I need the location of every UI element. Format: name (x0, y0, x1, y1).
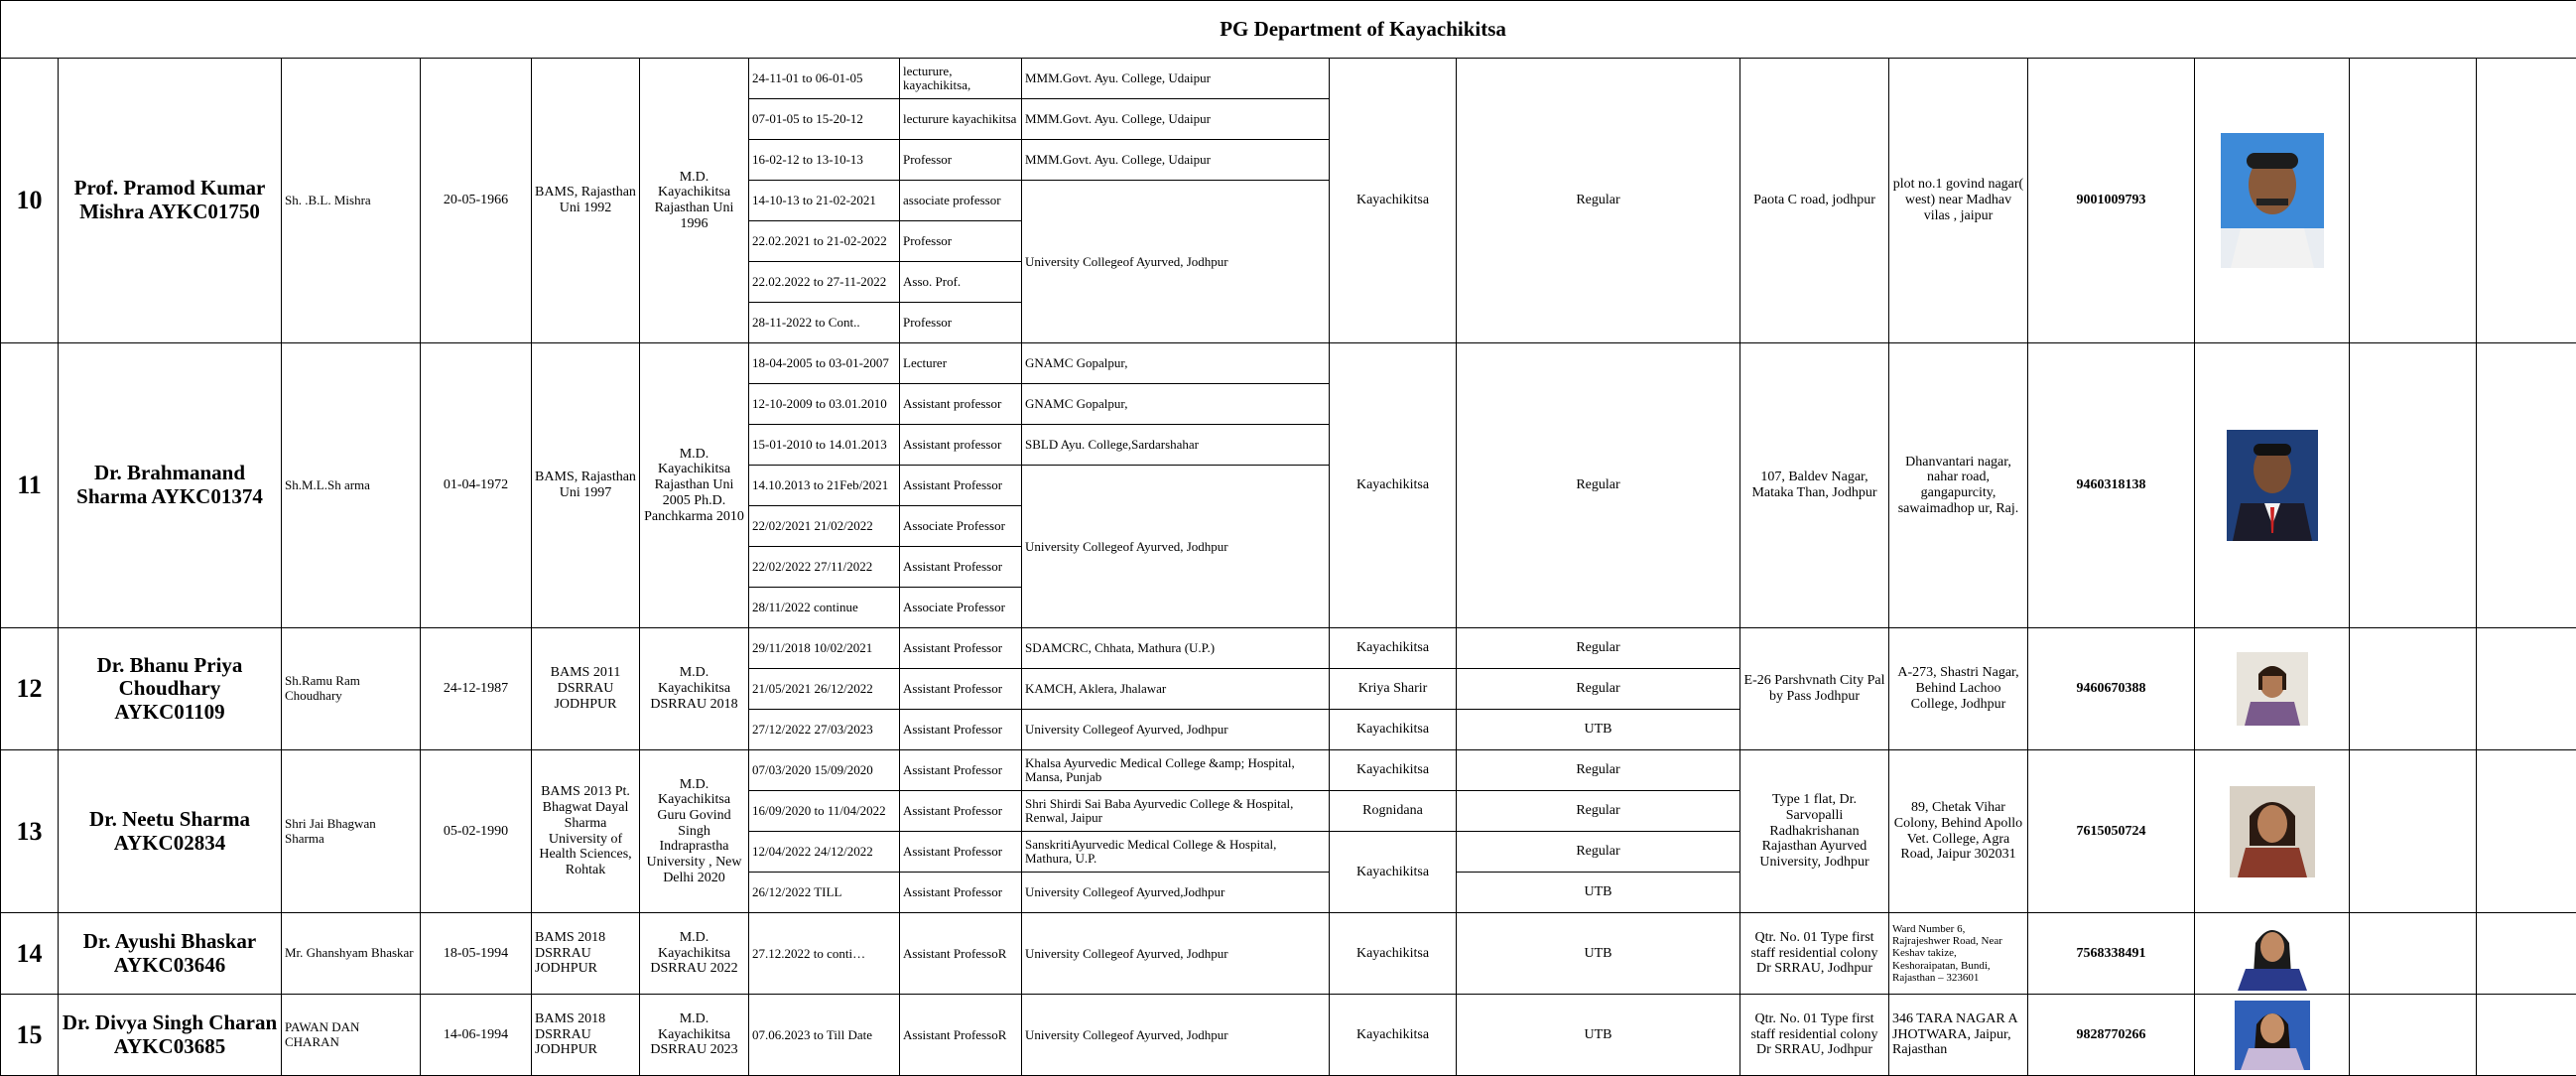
exp-institute: Shri Shirdi Sai Baba Ayurvedic College & Hospital, Renwal, Jaipur (1022, 791, 1330, 832)
exp-period: 22.02.2022 to 27-11-2022 (749, 262, 900, 303)
permanent-address: 346 TARA NAGAR A JHOTWARA, Jaipur, Rajasthan (1889, 995, 2028, 1076)
date-of-birth: 14-06-1994 (421, 995, 532, 1076)
mobile-number: 9460670388 (2028, 628, 2195, 750)
person-photo-icon (2221, 133, 2324, 268)
exp-institute: GNAMC Gopalpur, (1022, 343, 1330, 384)
local-address: E-26 Parshvnath City Pal by Pass Jodhpur (1740, 628, 1889, 750)
blank-cell (2477, 59, 2576, 343)
exp-institute: MMM.Govt. Ayu. College, Udaipur (1022, 140, 1330, 181)
mobile-number: 7568338491 (2028, 913, 2195, 995)
exp-designation: Assistant professor (900, 425, 1022, 466)
serial-number: 12 (1, 628, 59, 750)
exp-institute: University Collegeof Ayurved, Jodhpur (1022, 710, 1330, 750)
exp-institute: Khalsa Ayurvedic Medical College &amp; Hospital, Mansa, Punjab (1022, 750, 1330, 791)
faculty-photo (2195, 628, 2350, 750)
date-of-birth: 05-02-1990 (421, 750, 532, 913)
person-photo-icon (2232, 917, 2313, 991)
faculty-name: Dr. Bhanu Priya Choudhary AYKC01109 (59, 628, 282, 750)
faculty-name: Dr. Brahmanand Sharma AYKC01374 (59, 343, 282, 628)
local-address: Qtr. No. 01 Type first staff residential colony Dr SRRAU, Jodhpur (1740, 995, 1889, 1076)
exp-designation: Asso. Prof. (900, 262, 1022, 303)
local-address: Paota C road, jodhpur (1740, 59, 1889, 343)
exp-period: 07-01-05 to 15-20-12 (749, 99, 900, 140)
father-name: PAWAN DAN CHARAN (282, 995, 421, 1076)
ug-qualification: BAMS, Rajasthan Uni 1997 (532, 343, 640, 628)
permanent-address: Ward Number 6, Rajrajeshwer Road, Near Keshav takize, Keshoraipatan, Bundi, Rajasthan – 323601 (1889, 913, 2028, 995)
blank-cell (2350, 628, 2477, 750)
appointment-type: Regular (1457, 59, 1740, 343)
mobile-number: 7615050724 (2028, 750, 2195, 913)
exp-period: 27/12/2022 27/03/2023 (749, 710, 900, 750)
pg-qualification: M.D. Kayachikitsa DSRRAU 2023 (640, 995, 749, 1076)
faculty-photo (2195, 913, 2350, 995)
exp-institute: University Collegeof Ayurved, Jodhpur (1022, 913, 1330, 995)
exp-institute: University Collegeof Ayurved, Jodhpur (1022, 995, 1330, 1076)
father-name: Sh. .B.L. Mishra (282, 59, 421, 343)
local-address: Type 1 flat, Dr. Sarvopalli Radhakrishanan Rajasthan Ayurved University, Jodhpur (1740, 750, 1889, 913)
exp-period: 28-11-2022 to Cont.. (749, 303, 900, 343)
exp-designation: Assistant professor (900, 384, 1022, 425)
pg-qualification: M.D. Kayachikitsa Guru Govind Singh Indraprastha University , New Delhi 2020 (640, 750, 749, 913)
permanent-address: 89, Chetak Vihar Colony, Behind Apollo Vet. College, Agra Road, Jaipur 302031 (1889, 750, 2028, 913)
exp-period: 28/11/2022 continue (749, 588, 900, 628)
exp-institute: SDAMCRC, Chhata, Mathura (U.P.) (1022, 628, 1330, 669)
pg-qualification: M.D. Kayachikitsa Rajasthan Uni 2005 Ph.D. Panchkarma 2010 (640, 343, 749, 628)
person-photo-icon (2227, 430, 2318, 541)
exp-period: 12/04/2022 24/12/2022 (749, 832, 900, 873)
date-of-birth: 24-12-1987 (421, 628, 532, 750)
blank-cell (2477, 343, 2576, 628)
exp-period: 22/02/2021 21/02/2022 (749, 506, 900, 547)
blank-cell (2350, 59, 2477, 343)
exp-designation: Professor (900, 221, 1022, 262)
ug-qualification: BAMS 2011 DSRRAU JODHPUR (532, 628, 640, 750)
serial-number: 11 (1, 343, 59, 628)
exp-period: 24-11-01 to 06-01-05 (749, 59, 900, 99)
blank-cell (2350, 343, 2477, 628)
serial-number: 10 (1, 59, 59, 343)
exp-designation: Assistant Professor (900, 710, 1022, 750)
exp-period: 22/02/2022 27/11/2022 (749, 547, 900, 588)
exp-designation: lecturure kayachikitsa (900, 99, 1022, 140)
appointment-type: UTB (1457, 913, 1740, 995)
father-name: Sh.Ramu Ram Choudhary (282, 628, 421, 750)
blank-cell (2350, 995, 2477, 1076)
father-name: Shri Jai Bhagwan Sharma (282, 750, 421, 913)
exp-period: 16-02-12 to 13-10-13 (749, 140, 900, 181)
department: Kayachikitsa (1330, 59, 1457, 343)
department: Kayachikitsa (1330, 832, 1457, 913)
blank-cell (2477, 913, 2576, 995)
faculty-name: Dr. Divya Singh Charan AYKC03685 (59, 995, 282, 1076)
faculty-name: Dr. Neetu Sharma AYKC02834 (59, 750, 282, 913)
person-photo-icon (2230, 786, 2315, 877)
date-of-birth: 20-05-1966 (421, 59, 532, 343)
exp-institute: KAMCH, Aklera, Jhalawar (1022, 669, 1330, 710)
exp-period: 27.12.2022 to conti… (749, 913, 900, 995)
exp-institute: SBLD Ayu. College,Sardarshahar (1022, 425, 1330, 466)
exp-designation: Assistant Professor (900, 466, 1022, 506)
ug-qualification: BAMS 2013 Pt. Bhagwat Dayal Sharma University of Health Sciences, Rohtak (532, 750, 640, 913)
exp-period: 14-10-13 to 21-02-2021 (749, 181, 900, 221)
appointment-type: Regular (1457, 791, 1740, 832)
exp-institute: University Collegeof Ayurved, Jodhpur (1022, 181, 1330, 343)
date-of-birth: 01-04-1972 (421, 343, 532, 628)
mobile-number: 9828770266 (2028, 995, 2195, 1076)
exp-period: 14.10.2013 to 21Feb/2021 (749, 466, 900, 506)
blank-cell (2350, 750, 2477, 913)
father-name: Mr. Ghanshyam Bhaskar (282, 913, 421, 995)
department: Kayachikitsa (1330, 995, 1457, 1076)
appointment-type: Regular (1457, 832, 1740, 873)
mobile-number: 9001009793 (2028, 59, 2195, 343)
exp-period: 12-10-2009 to 03.01.2010 (749, 384, 900, 425)
exp-designation: Assistant Professor (900, 832, 1022, 873)
permanent-address: plot no.1 govind nagar( west) near Madhav vilas , jaipur (1889, 59, 2028, 343)
exp-designation: Assistant Professor (900, 873, 1022, 913)
department: Rognidana (1330, 791, 1457, 832)
exp-institute: GNAMC Gopalpur, (1022, 384, 1330, 425)
exp-designation: Professor (900, 303, 1022, 343)
exp-period: 16/09/2020 to 11/04/2022 (749, 791, 900, 832)
permanent-address: A-273, Shastri Nagar, Behind Lachoo College, Jodhpur (1889, 628, 2028, 750)
serial-number: 13 (1, 750, 59, 913)
appointment-type: UTB (1457, 873, 1740, 913)
faculty-photo (2195, 995, 2350, 1076)
exp-institute: MMM.Govt. Ayu. College, Udaipur (1022, 59, 1330, 99)
exp-designation: Associate Professor (900, 506, 1022, 547)
exp-period: 07.06.2023 to Till Date (749, 995, 900, 1076)
exp-designation: Assistant Professor (900, 628, 1022, 669)
permanent-address: Dhanvantari nagar, nahar road, gangapurcity, sawaimadhop ur, Raj. (1889, 343, 2028, 628)
department: Kayachikitsa (1330, 710, 1457, 750)
exp-institute: MMM.Govt. Ayu. College, Udaipur (1022, 99, 1330, 140)
exp-designation: Assistant ProfessoR (900, 995, 1022, 1076)
exp-designation: Assistant Professor (900, 791, 1022, 832)
page-title: PG Department of Kayachikitsa (1, 1, 2576, 59)
department: Kayachikitsa (1330, 343, 1457, 628)
father-name: Sh.M.L.Sh arma (282, 343, 421, 628)
appointment-type: Regular (1457, 343, 1740, 628)
exp-institute: SanskritiAyurvedic Medical College & Hospital, Mathura, U.P. (1022, 832, 1330, 873)
blank-cell (2477, 750, 2576, 913)
local-address: 107, Baldev Nagar, Mataka Than, Jodhpur (1740, 343, 1889, 628)
exp-period: 15-01-2010 to 14.01.2013 (749, 425, 900, 466)
ug-qualification: BAMS, Rajasthan Uni 1992 (532, 59, 640, 343)
faculty-photo (2195, 59, 2350, 343)
person-photo-icon (2237, 652, 2308, 726)
serial-number: 15 (1, 995, 59, 1076)
pg-qualification: M.D. Kayachikitsa Rajasthan Uni 1996 (640, 59, 749, 343)
exp-designation: Assistant Professor (900, 547, 1022, 588)
appointment-type: Regular (1457, 628, 1740, 669)
exp-period: 26/12/2022 TILL (749, 873, 900, 913)
blank-cell (2350, 913, 2477, 995)
ug-qualification: BAMS 2018 DSRRAU JODHPUR (532, 995, 640, 1076)
exp-designation: Lecturer (900, 343, 1022, 384)
department: Kayachikitsa (1330, 750, 1457, 791)
blank-cell (2477, 628, 2576, 750)
serial-number: 14 (1, 913, 59, 995)
local-address: Qtr. No. 01 Type first staff residential colony Dr SRRAU, Jodhpur (1740, 913, 1889, 995)
exp-period: 21/05/2021 26/12/2022 (749, 669, 900, 710)
person-photo-icon (2235, 1001, 2310, 1070)
department: Kayachikitsa (1330, 913, 1457, 995)
exp-period: 22.02.2021 to 21-02-2022 (749, 221, 900, 262)
exp-period: 18-04-2005 to 03-01-2007 (749, 343, 900, 384)
exp-designation: lecturure, kayachikitsa, (900, 59, 1022, 99)
appointment-type: UTB (1457, 710, 1740, 750)
faculty-photo (2195, 750, 2350, 913)
exp-designation: Assistant Professor (900, 750, 1022, 791)
exp-period: 07/03/2020 15/09/2020 (749, 750, 900, 791)
pg-qualification: M.D. Kayachikitsa DSRRAU 2018 (640, 628, 749, 750)
appointment-type: Regular (1457, 669, 1740, 710)
exp-institute: University Collegeof Ayurved, Jodhpur (1022, 466, 1330, 628)
exp-designation: Assistant ProfessoR (900, 913, 1022, 995)
appointment-type: Regular (1457, 750, 1740, 791)
exp-period: 29/11/2018 10/02/2021 (749, 628, 900, 669)
mobile-number: 9460318138 (2028, 343, 2195, 628)
exp-designation: associate professor (900, 181, 1022, 221)
exp-designation: Assistant Professor (900, 669, 1022, 710)
department: Kriya Sharir (1330, 669, 1457, 710)
date-of-birth: 18-05-1994 (421, 913, 532, 995)
exp-designation: Professor (900, 140, 1022, 181)
ug-qualification: BAMS 2018 DSRRAU JODHPUR (532, 913, 640, 995)
faculty-name: Dr. Ayushi Bhaskar AYKC03646 (59, 913, 282, 995)
department: Kayachikitsa (1330, 628, 1457, 669)
appointment-type: UTB (1457, 995, 1740, 1076)
blank-cell (2477, 995, 2576, 1076)
faculty-name: Prof. Pramod Kumar Mishra AYKC01750 (59, 59, 282, 343)
faculty-photo (2195, 343, 2350, 628)
pg-qualification: M.D. Kayachikitsa DSRRAU 2022 (640, 913, 749, 995)
exp-designation: Associate Professor (900, 588, 1022, 628)
exp-institute: University Collegeof Ayurved,Jodhpur (1022, 873, 1330, 913)
